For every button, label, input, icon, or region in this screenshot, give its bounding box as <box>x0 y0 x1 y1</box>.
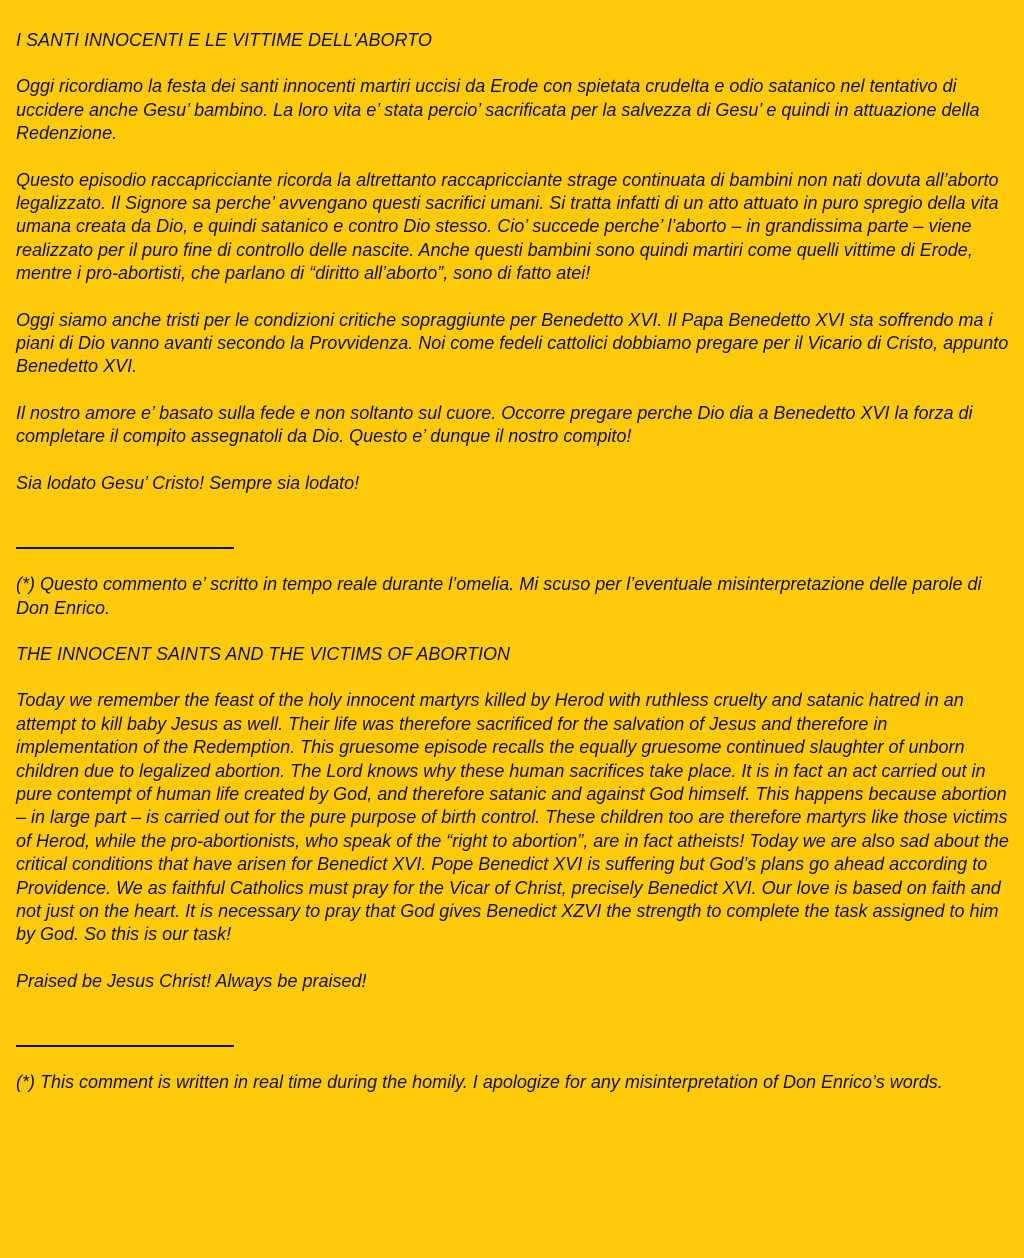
english-footnote: (*) This comment is written in real time during the homily. I apologize for any misinterpretation of Don Enrico’s words. <box>16 1072 943 1093</box>
english-paragraph-2: Praised be Jesus Christ! Always be praised! <box>16 970 367 991</box>
italian-paragraph-4: Il nostro amore e’ basato sulla fede e non soltanto sul cuore. Occorre pregare perche Dio dia a Benedetto XVI la forza di completare il compito assegnatoli da Dio. Questo e’ dunque il nostro compito! <box>16 402 973 447</box>
italian-paragraph-1: Oggi ricordiamo la festa dei santi innocenti martiri uccisi da Erode con spietata crudelta e odio satanico nel tentativo di uccidere anche Gesu’ bambino. La loro vita e’ stata percio’ sacrificata per la salvezza di Gesu’ e quindi in attuazione della Redenzione. <box>16 76 980 144</box>
english-paragraph-1: Today we remember the feast of the holy innocent martyrs killed by Herod with ruthless cruelty and satanic hatred in an attempt to kill baby Jesus as well. Their life was therefore sacrificed for the salvation of Jesus and therefore in implementation of the Redemption. This gruesome episode recalls the equally gruesome continued slaughter of unborn children due to legalized abortion. The Lord knows why these human sacrifices take place. It is in fact an act carried out in pure contempt of human life created by God, and therefore satanic and against God himself. This happens because abortion – in large part – is carried out for the pure purpose of birth control. These children too are therefore martyrs like those victims of Herod, while the pro-abortionists, who speak of the “right to abortion”, are in fact atheists! Today we are also sad about the critical conditions that have arisen for Benedict XVI. Pope Benedict XVI is suffering but God’s plans go ahead according to Providence. We as faithful Catholics must pray for the Vicar of Christ, precisely Benedict XVI. Our love is based on faith and not just on the heart. It is necessary to pray that God gives Benedict XZVI the strength to complete the task assigned to him by God. So this is our task! <box>16 690 1009 945</box>
italian-footnote: (*) Questo commento e’ scritto in tempo reale durante l’omelia. Mi scuso per l’eventuale misinterpretazione delle parole di Don Enrico. <box>16 574 982 618</box>
italian-paragraph-5: Sia lodato Gesu’ Cristo! Sempre sia lodato! <box>16 472 360 493</box>
italian-title: I SANTI INNOCENTI E LE VITTIME DELL'ABORTO <box>16 30 432 50</box>
italian-paragraph-3: Oggi siamo anche tristi per le condizioni critiche sopraggiunte per Benedetto XVI. Il Papa Benedetto XVI sta soffrendo ma i piani di Dio vanno avanti secondo la Provvidenza. Noi come fedeli cattolici dobbiamo pregare per il Vicario di Cristo, appunto Benedetto XVI. <box>16 309 1009 377</box>
italian-paragraph-2: Questo episodio raccapricciante ricorda la altrettanto raccapricciante strage continuata di bambini non nati dovuta all’aborto legalizzato. Il Signore sa perche’ avvengano questi sacrifici umani. Si tratta infatti di un atto attuato in puro spregio della vita umana creata da Dio, e quindi satanico e contro Dio stesso. Cio’ succede perche’ l’aborto – in grandissima parte – viene realizzato per il puro fine di controllo delle nascite. Anche questi bambini sono quindi martiri come quelli vittime di Erode, mentre i pro-abortisti, che parlano di “diritto all’aborto”, sono di fatto atei! <box>16 169 999 284</box>
english-title: THE INNOCENT SAINTS AND THE VICTIMS OF ABORTION <box>16 643 511 664</box>
